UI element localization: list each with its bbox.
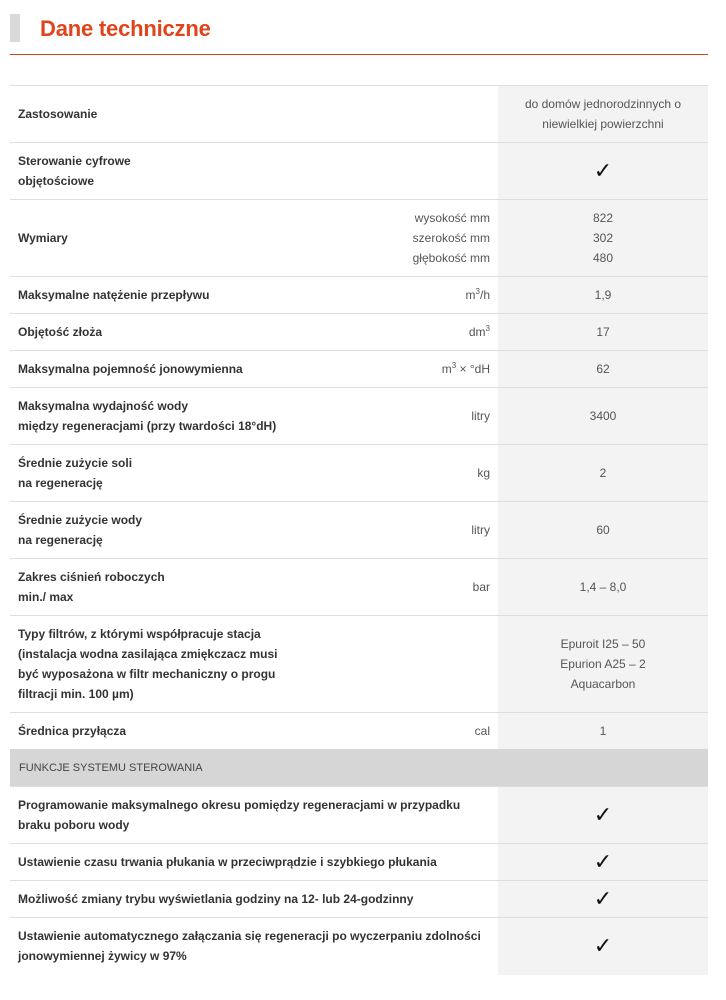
value-line: 822 <box>592 211 614 225</box>
row-label: Średnica przyłącza <box>10 713 390 750</box>
row-label: Maksymalna pojemność jonowymienna <box>10 351 390 388</box>
row-unit <box>390 143 498 200</box>
row-value: 62 <box>498 351 708 388</box>
section-header <box>10 750 708 787</box>
table-row <box>10 388 708 445</box>
unit-line: szerokość mm <box>412 231 490 245</box>
row-value <box>498 616 708 713</box>
spec-table <box>10 85 708 975</box>
row-unit: bar <box>390 559 498 616</box>
label-line: Typy filtrów, z którymi współpracuje stacja <box>18 627 261 641</box>
row-value: 17 <box>498 314 708 351</box>
check-icon: ✓ <box>498 881 708 918</box>
row-unit <box>390 86 498 143</box>
label-line: Programowanie maksymalnego okresu pomiędzy regeneracjami w przypadku <box>18 798 461 812</box>
unit-line: głębokość mm <box>412 251 490 265</box>
header-accent-bar <box>10 14 20 42</box>
row-unit: cal <box>390 713 498 750</box>
row-unit: $dm^3$ <box>390 314 498 351</box>
label-line: braku poboru wody <box>18 818 130 832</box>
label-line: na regenerację <box>18 476 103 490</box>
label-line: Średnie zużycie wody <box>18 513 143 527</box>
row-value: 1,9 <box>498 277 708 314</box>
table-row <box>10 787 708 844</box>
row-unit: litry <box>390 388 498 445</box>
table-row <box>10 445 708 502</box>
row-label <box>10 616 390 713</box>
row-value: 2 <box>498 445 708 502</box>
value-line: do domów jednorodzinnych o <box>524 97 682 111</box>
table-row <box>10 314 708 351</box>
table-row <box>10 881 708 918</box>
check-icon: ✓ <box>498 143 708 200</box>
function-label: Możliwość zmiany trybu wyświetlania godziny na 12- lub 24-godzinny <box>10 881 498 918</box>
table-row <box>10 277 708 314</box>
value-line: 480 <box>592 251 614 265</box>
row-unit <box>390 200 498 277</box>
table-row <box>10 918 708 975</box>
check-icon: ✓ <box>498 787 708 844</box>
page-header <box>10 12 708 55</box>
label-line: filtracji min. 100 µm) <box>18 687 134 701</box>
label-line: Ustawienie automatycznego załączania się regeneracji po wyczerpaniu zdolności <box>18 929 481 944</box>
value-line: Epuroit I25 – 50 <box>560 637 646 651</box>
unit-line: wysokość mm <box>414 211 490 225</box>
row-label <box>10 143 390 200</box>
table-row <box>10 616 708 713</box>
row-label <box>10 388 390 445</box>
value-line: Epurion A25 – 2 <box>560 657 646 671</box>
label-line: na regenerację <box>18 533 103 547</box>
page-title: Dane techniczne <box>40 16 211 41</box>
row-value: 1 <box>498 713 708 750</box>
value-line: Aquacarbon <box>570 677 636 691</box>
label-line: Maksymalna wydajność wody <box>18 399 189 413</box>
row-unit: $m^3/h$ <box>390 277 498 314</box>
row-label: Objętość złoża <box>10 314 390 351</box>
value-line: niewielkiej powierzchni <box>542 117 664 131</box>
row-label: Maksymalne natężenie przepływu <box>10 277 390 314</box>
label-line: być wyposażona w filtr mechaniczny o progu <box>18 667 276 681</box>
table-row <box>10 200 708 277</box>
row-unit: litry <box>390 502 498 559</box>
row-value: 60 <box>498 502 708 559</box>
row-unit: kg <box>390 445 498 502</box>
table-row <box>10 351 708 388</box>
check-icon: ✓ <box>498 844 708 881</box>
row-unit <box>390 616 498 713</box>
function-label <box>10 787 498 844</box>
table-row <box>10 713 708 750</box>
label-line: Zakres ciśnień roboczych <box>18 570 165 584</box>
label-line: Sterowanie cyfrowe <box>18 154 131 168</box>
table-row <box>10 86 708 143</box>
row-value <box>498 200 708 277</box>
table-row <box>10 559 708 616</box>
value-line: 302 <box>592 231 614 245</box>
row-value <box>498 86 708 143</box>
table-row <box>10 143 708 200</box>
function-label: Ustawienie czasu trwania płukania w przeciwprądzie i szybkiego płukania <box>10 844 498 881</box>
row-label: Zastosowanie <box>10 86 390 143</box>
label-line: Średnie zużycie soli <box>18 456 133 470</box>
row-unit: $m^3 \times ^\circ dH$ <box>390 351 498 388</box>
row-label <box>10 559 390 616</box>
label-line: objętościowe <box>18 174 95 188</box>
label-line: między regeneracjami (przy twardości 18°dH) <box>18 419 277 433</box>
row-label <box>10 502 390 559</box>
row-value: 1,4 – 8,0 <box>498 559 708 616</box>
label-line: min./ max <box>18 590 74 604</box>
table-row <box>10 502 708 559</box>
table-row <box>10 844 708 881</box>
row-label <box>10 445 390 502</box>
section-title: FUNKCJE SYSTEMU STEROWANIA <box>10 750 708 787</box>
label-line: (instalacja wodna zasilająca zmiękczacz musi <box>18 647 278 661</box>
function-label <box>10 918 498 975</box>
row-label: Wymiary <box>10 200 390 277</box>
label-line: jonowymiennej żywicy w 97% <box>18 949 187 964</box>
row-value: 3400 <box>498 388 708 445</box>
check-icon: ✓ <box>498 918 708 975</box>
